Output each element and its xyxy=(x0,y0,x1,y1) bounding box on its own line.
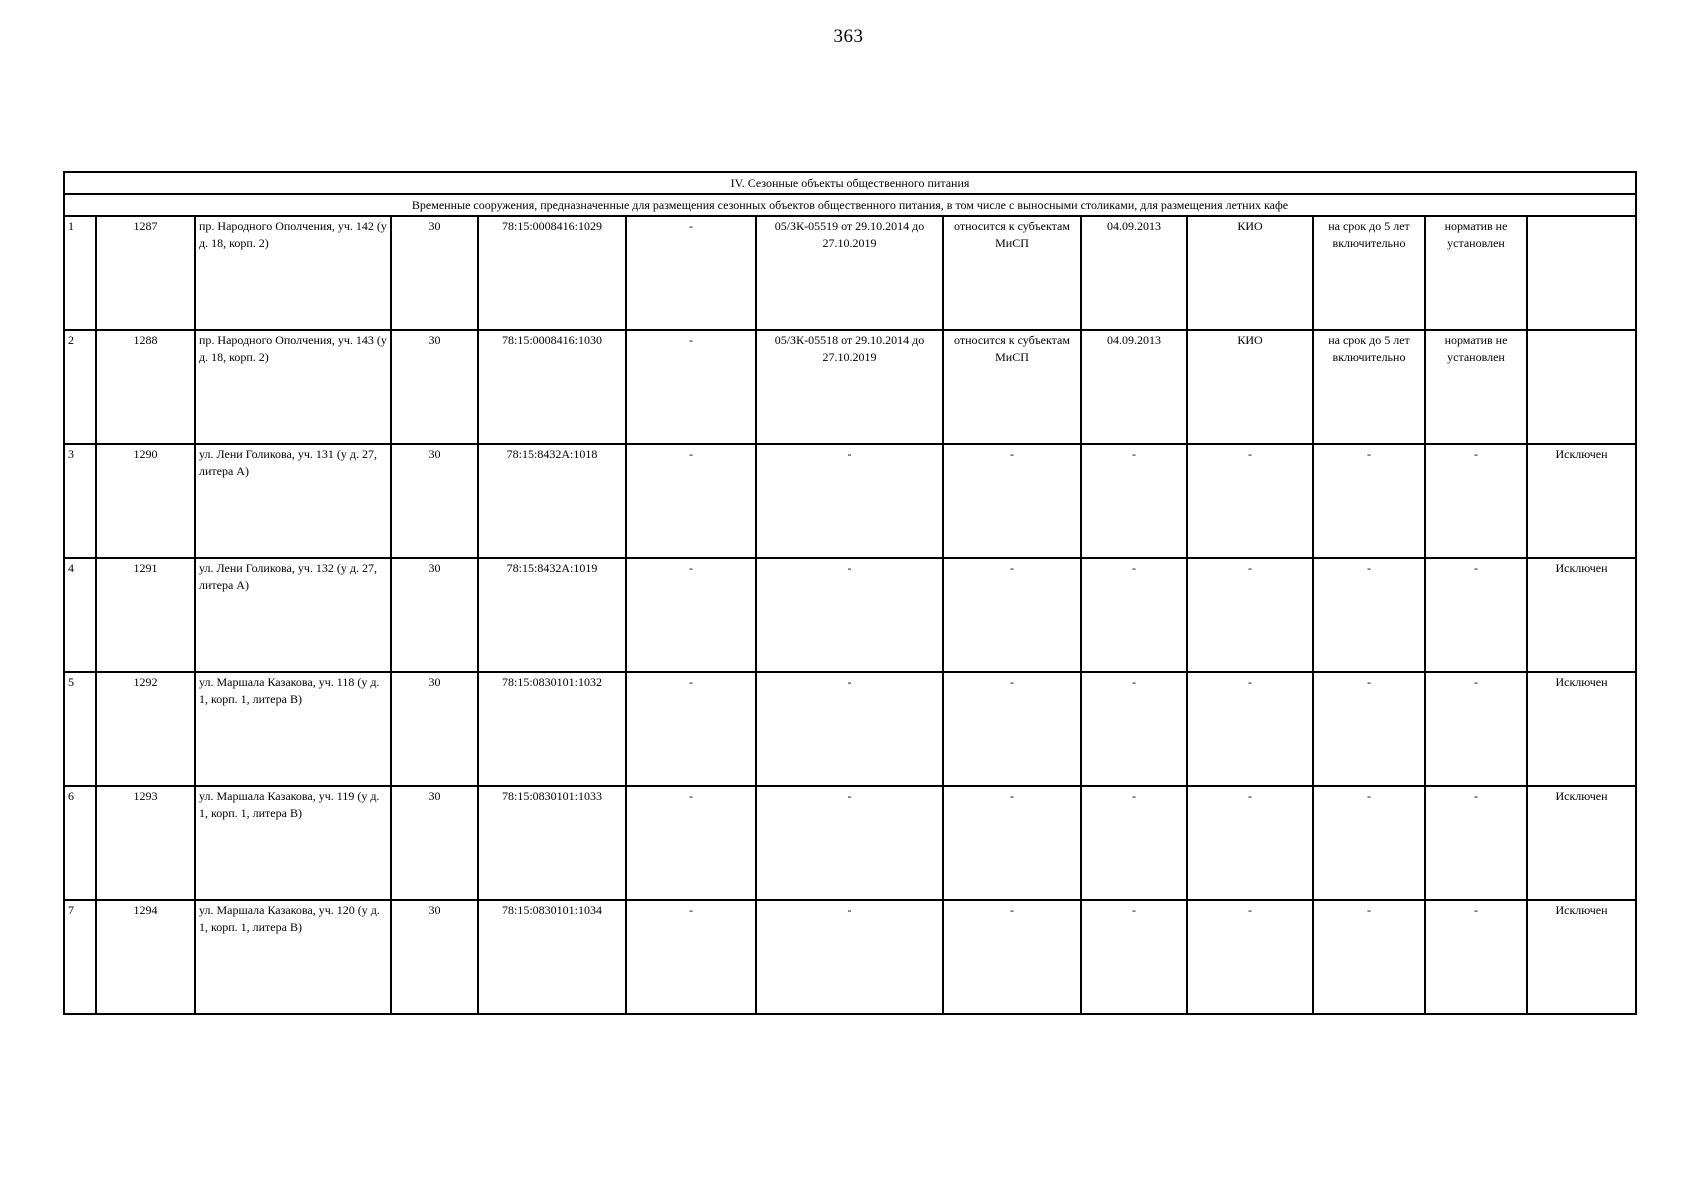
cell-term: - xyxy=(1313,558,1425,672)
cell-col6: - xyxy=(626,786,756,900)
cell-id: 1288 xyxy=(96,330,195,444)
cell-col6: - xyxy=(626,216,756,330)
cell-col6: - xyxy=(626,672,756,786)
cell-term: - xyxy=(1313,672,1425,786)
cell-num: 3 xyxy=(64,444,96,558)
cell-category: - xyxy=(943,444,1081,558)
cell-date: - xyxy=(1081,900,1187,1014)
section-header-row xyxy=(64,172,1636,194)
cell-status: Исключен xyxy=(1527,672,1636,786)
cell-status: Исключен xyxy=(1527,786,1636,900)
cell-address: ул. Маршала Казакова, уч. 119 (у д. 1, корп. 1, литера В) xyxy=(195,786,391,900)
cell-contract: - xyxy=(756,444,943,558)
cell-cadastral: 78:15:0008416:1029 xyxy=(478,216,626,330)
cell-authority: - xyxy=(1187,444,1313,558)
cell-address: ул. Маршала Казакова, уч. 118 (у д. 1, корп. 1, литера В) xyxy=(195,672,391,786)
cell-col6: - xyxy=(626,900,756,1014)
cell-id: 1292 xyxy=(96,672,195,786)
cell-term: - xyxy=(1313,444,1425,558)
cell-authority: - xyxy=(1187,900,1313,1014)
cell-area: 30 xyxy=(391,216,478,330)
cell-cadastral: 78:15:8432А:1019 xyxy=(478,558,626,672)
cell-status xyxy=(1527,330,1636,444)
cell-area: 30 xyxy=(391,672,478,786)
cell-date: - xyxy=(1081,444,1187,558)
cell-category: - xyxy=(943,786,1081,900)
objects-table xyxy=(63,171,1637,1015)
cell-authority: - xyxy=(1187,558,1313,672)
cell-cadastral: 78:15:0008416:1030 xyxy=(478,330,626,444)
cell-contract: - xyxy=(756,558,943,672)
cell-num: 6 xyxy=(64,786,96,900)
cell-id: 1290 xyxy=(96,444,195,558)
cell-col6: - xyxy=(626,558,756,672)
cell-address: ул. Лени Голикова, уч. 132 (у д. 27, литера А) xyxy=(195,558,391,672)
subsection-title: Временные сооружения, предназначенные для размещения сезонных объектов общественного питания, в том числе с выносными столиками, для размещения летних кафе xyxy=(64,194,1636,216)
cell-date: - xyxy=(1081,672,1187,786)
cell-norm: норматив не установлен xyxy=(1425,216,1527,330)
section-title: IV. Сезонные объекты общественного питания xyxy=(64,172,1636,194)
cell-date: 04.09.2013 xyxy=(1081,216,1187,330)
cell-status xyxy=(1527,216,1636,330)
cell-norm: норматив не установлен xyxy=(1425,330,1527,444)
cell-category: - xyxy=(943,672,1081,786)
cell-term: - xyxy=(1313,786,1425,900)
cell-norm: - xyxy=(1425,786,1527,900)
cell-contract: 05/ЗК-05519 от 29.10.2014 до 27.10.2019 xyxy=(756,216,943,330)
cell-term: - xyxy=(1313,900,1425,1014)
cell-date: - xyxy=(1081,786,1187,900)
cell-category: относится к субъектам МиСП xyxy=(943,216,1081,330)
cell-authority: КИО xyxy=(1187,216,1313,330)
cell-status: Исключен xyxy=(1527,900,1636,1014)
cell-area: 30 xyxy=(391,330,478,444)
cell-authority: - xyxy=(1187,786,1313,900)
cell-num: 1 xyxy=(64,216,96,330)
cell-norm: - xyxy=(1425,900,1527,1014)
cell-cadastral: 78:15:0830101:1034 xyxy=(478,900,626,1014)
cell-num: 4 xyxy=(64,558,96,672)
cell-category: - xyxy=(943,558,1081,672)
cell-contract: - xyxy=(756,786,943,900)
cell-num: 5 xyxy=(64,672,96,786)
table-body xyxy=(64,172,1636,1014)
table-row xyxy=(64,672,1636,786)
cell-area: 30 xyxy=(391,444,478,558)
cell-address: пр. Народного Ополчения, уч. 143 (у д. 18, корп. 2) xyxy=(195,330,391,444)
cell-area: 30 xyxy=(391,900,478,1014)
table-row xyxy=(64,558,1636,672)
table-row xyxy=(64,786,1636,900)
cell-date: - xyxy=(1081,558,1187,672)
cell-term: на срок до 5 лет включительно xyxy=(1313,330,1425,444)
cell-category: - xyxy=(943,900,1081,1014)
table-row xyxy=(64,330,1636,444)
cell-area: 30 xyxy=(391,786,478,900)
table-row xyxy=(64,216,1636,330)
cell-cadastral: 78:15:0830101:1032 xyxy=(478,672,626,786)
cell-area: 30 xyxy=(391,558,478,672)
table-row xyxy=(64,444,1636,558)
cell-id: 1291 xyxy=(96,558,195,672)
subsection-header-row xyxy=(64,194,1636,216)
cell-num: 7 xyxy=(64,900,96,1014)
cell-norm: - xyxy=(1425,444,1527,558)
cell-term: на срок до 5 лет включительно xyxy=(1313,216,1425,330)
cell-date: 04.09.2013 xyxy=(1081,330,1187,444)
cell-address: ул. Лени Голикова, уч. 131 (у д. 27, литера А) xyxy=(195,444,391,558)
cell-contract: - xyxy=(756,672,943,786)
cell-authority: - xyxy=(1187,672,1313,786)
cell-cadastral: 78:15:8432А:1018 xyxy=(478,444,626,558)
cell-category: относится к субъектам МиСП xyxy=(943,330,1081,444)
cell-num: 2 xyxy=(64,330,96,444)
cell-norm: - xyxy=(1425,558,1527,672)
cell-cadastral: 78:15:0830101:1033 xyxy=(478,786,626,900)
cell-address: ул. Маршала Казакова, уч. 120 (у д. 1, корп. 1, литера В) xyxy=(195,900,391,1014)
cell-status: Исключен xyxy=(1527,444,1636,558)
cell-id: 1293 xyxy=(96,786,195,900)
cell-contract: 05/ЗК-05518 от 29.10.2014 до 27.10.2019 xyxy=(756,330,943,444)
cell-norm: - xyxy=(1425,672,1527,786)
cell-col6: - xyxy=(626,444,756,558)
page-number: 363 xyxy=(833,26,864,47)
cell-col6: - xyxy=(626,330,756,444)
cell-status: Исключен xyxy=(1527,558,1636,672)
cell-id: 1294 xyxy=(96,900,195,1014)
table-row xyxy=(64,900,1636,1014)
cell-id: 1287 xyxy=(96,216,195,330)
cell-contract: - xyxy=(756,900,943,1014)
cell-authority: КИО xyxy=(1187,330,1313,444)
cell-address: пр. Народного Ополчения, уч. 142 (у д. 18, корп. 2) xyxy=(195,216,391,330)
